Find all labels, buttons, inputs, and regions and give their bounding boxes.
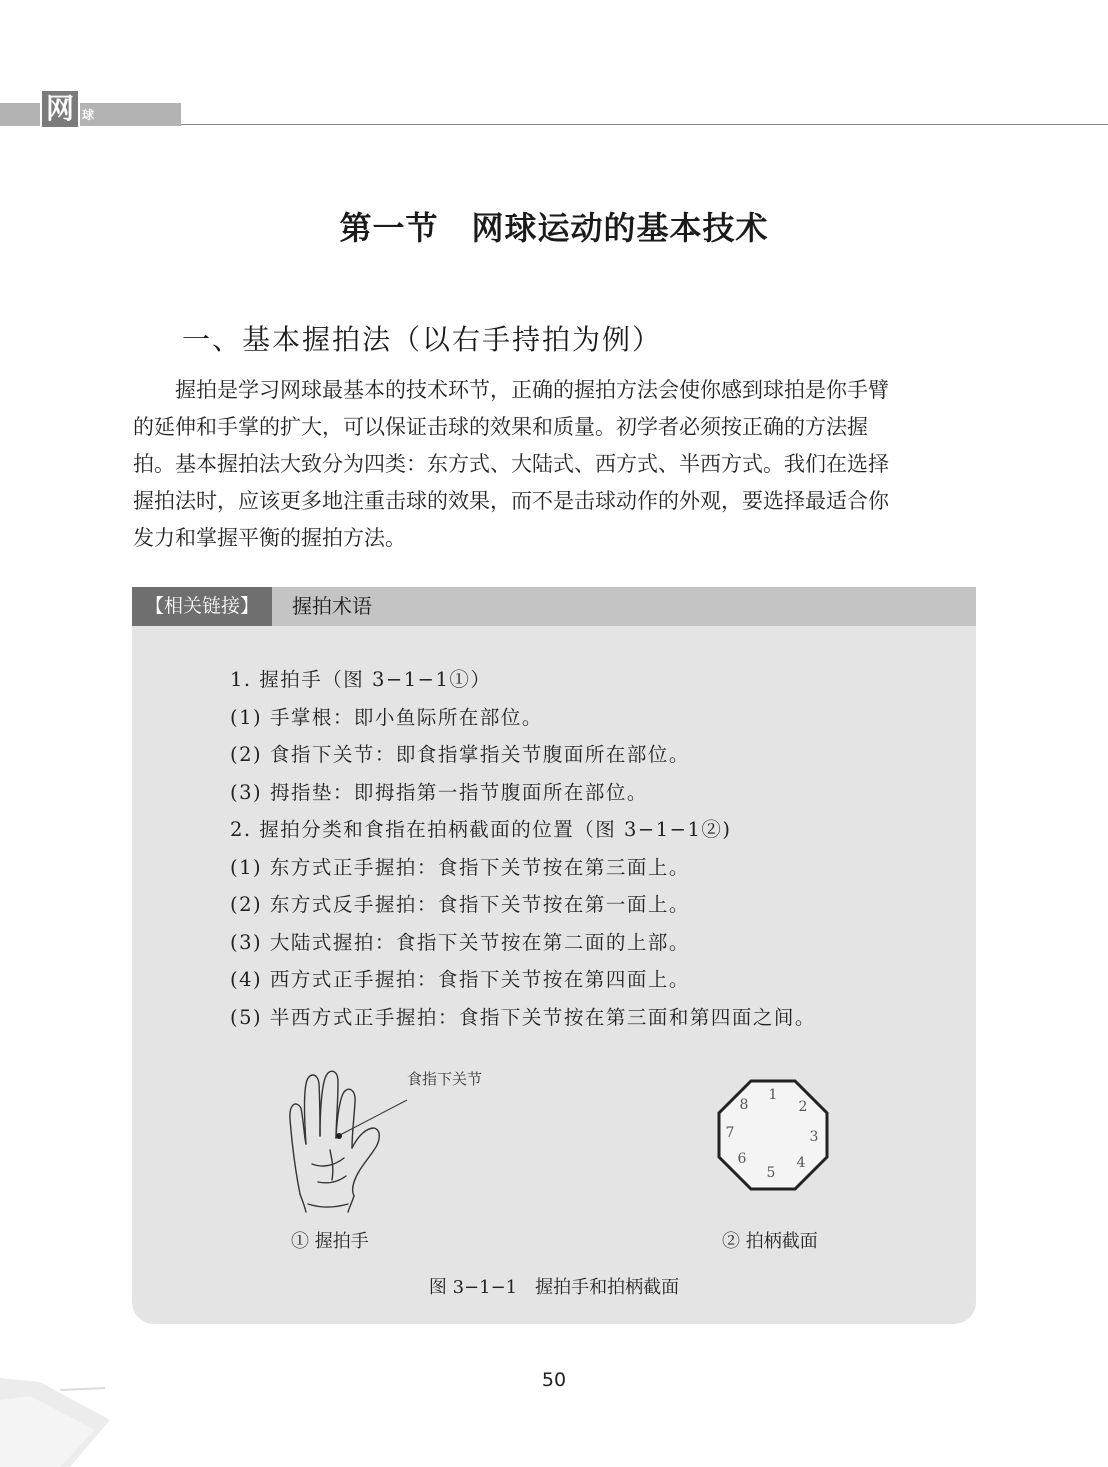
intro-paragraph <box>133 372 978 557</box>
list-item: (2) 东方式反手握拍：食指下关节按在第一面上。 <box>230 893 690 916</box>
related-link-tag: 【相关链接】 <box>132 587 272 626</box>
list-item: 1. 握拍手（图 3−1−1①） <box>230 668 492 691</box>
header-book-subchar: 球 <box>82 108 95 122</box>
list-item: (4) 西方式正手握拍：食指下关节按在第四面上。 <box>230 968 690 991</box>
list-item: (1) 手掌根：即小鱼际所在部位。 <box>230 705 543 729</box>
intro-line: 发力和掌握平衡的握拍方法。 <box>133 526 406 550</box>
face-number: 8 <box>739 1097 749 1113</box>
list-item: (1) 东方式正手握拍：食指下关节按在第三面上。 <box>230 855 690 879</box>
subsection-title: 一、基本握拍法（以右手持拍为例） <box>182 323 663 356</box>
face-number: 2 <box>798 1099 808 1115</box>
intro-line: 握拍是学习网球最基本的技术环节，正确的握拍方法会使你感到球拍是你手臂 <box>175 378 889 402</box>
intro-line: 拍。基本握拍法大致分为四类：东方式、大陆式、西方式、半西方式。我们在选择 <box>133 452 889 476</box>
handle-caption: ② 拍柄截面 <box>722 1231 818 1252</box>
handle-octagon-diagram <box>715 1077 831 1193</box>
face-number: 1 <box>768 1087 778 1103</box>
intro-line: 的延伸和手掌的扩大，可以保证击球的效果和质量。初学者必须按正确的方法握 <box>133 415 868 439</box>
face-number: 7 <box>725 1125 735 1141</box>
list-item: 2. 握拍分类和食指在拍柄截面的位置（图 3−1−1②) <box>230 818 732 841</box>
related-link-box <box>132 587 976 1324</box>
face-number: 3 <box>809 1129 819 1145</box>
figure-caption: 图 3−1−1 握拍手和拍柄截面 <box>428 1277 680 1298</box>
grip-term-list <box>230 665 816 1040</box>
related-link-header <box>132 587 976 626</box>
face-number: 5 <box>766 1165 776 1181</box>
intro-line: 握拍法时，应该更多地注重击球的效果，而不是击球动作的外观，要选择最适合你 <box>133 489 889 513</box>
face-number: 6 <box>737 1151 747 1167</box>
hand-caption: ① 握拍手 <box>291 1231 369 1252</box>
header-book-char: 网 <box>40 89 80 129</box>
face-number: 4 <box>796 1155 806 1171</box>
hand-illustration <box>282 1064 522 1214</box>
header-rule <box>181 124 1108 125</box>
related-link-title: 握拍术语 <box>292 594 372 618</box>
list-item: (2) 食指下关节：即食指掌指关节腹面所在部位。 <box>230 743 690 766</box>
page-number: 50 <box>541 1369 567 1391</box>
list-item: (5) 半西方式正手握拍：食指下关节按在第三面和第四面之间。 <box>230 1005 816 1029</box>
list-item: (3) 大陆式握拍：食指下关节按在第二面的上部。 <box>230 930 690 954</box>
hand-label: 食指下关节 <box>407 1070 483 1088</box>
section-title: 第一节 网球运动的基本技术 <box>339 209 769 247</box>
list-item: (3) 拇指垫：即拇指第一指节腹面所在部位。 <box>230 780 648 804</box>
